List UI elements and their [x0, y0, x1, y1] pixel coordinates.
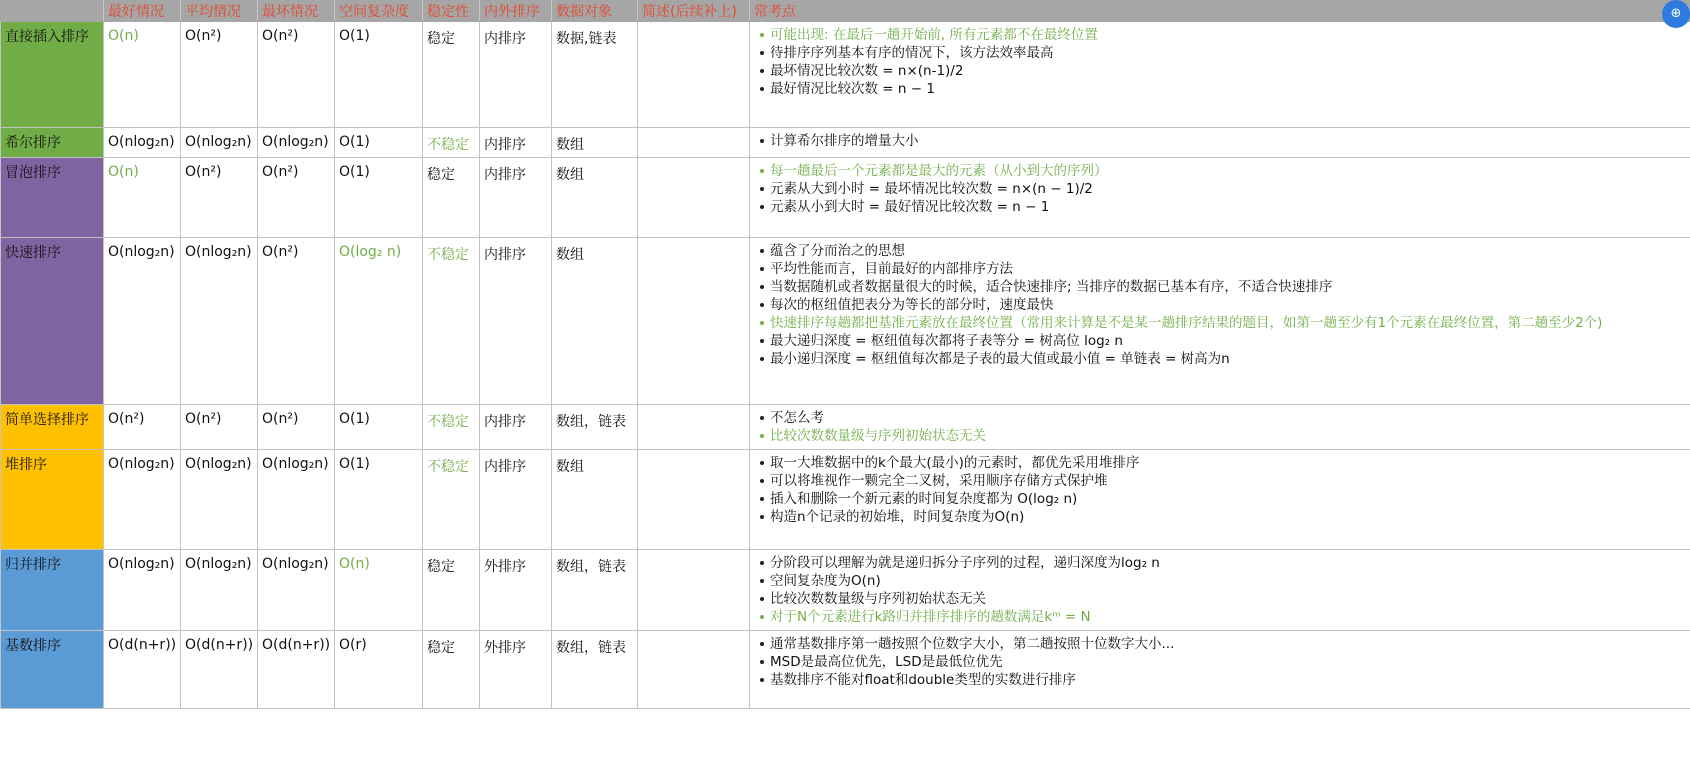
column-header[interactable]: 最坏情况	[258, 1, 335, 22]
description-cell[interactable]	[638, 450, 750, 550]
average-case-cell[interactable]: O(n²)	[181, 22, 258, 128]
internal-external-cell[interactable]: 内排序	[480, 158, 552, 238]
exam-points-cell[interactable]	[750, 450, 1690, 550]
exam-point-item: 比较次数数量级与序列初始状态无关	[758, 590, 1686, 608]
exam-point-item: 基数排序不能对float和double类型的实数进行排序	[758, 671, 1686, 689]
exam-point-item: 快速排序每趟都把基准元素放在最终位置（常用来计算是不是某一趟排序结果的题目，如第一趟至少有1个元素在最终位置，第二趟至少2个)	[758, 314, 1686, 332]
description-cell[interactable]	[638, 238, 750, 405]
exam-point-item: 蕴含了分而治之的思想	[758, 242, 1686, 260]
algorithm-name-cell[interactable]: 简单选择排序	[1, 405, 104, 450]
average-case-cell[interactable]: O(n²)	[181, 405, 258, 450]
stability-cell[interactable]: 不稳定	[423, 450, 480, 550]
column-header[interactable]: 数据对象	[552, 1, 638, 22]
description-cell[interactable]	[638, 405, 750, 450]
column-header[interactable]: 常考点	[750, 1, 1690, 22]
column-header[interactable]	[1, 1, 104, 22]
stability-cell[interactable]: 稳定	[423, 158, 480, 238]
header-row	[1, 1, 1690, 22]
column-header[interactable]: 最好情况	[104, 1, 181, 22]
column-header[interactable]: 稳定性	[423, 1, 480, 22]
best-case-cell[interactable]: O(nlog₂n)	[104, 550, 181, 631]
average-case-cell[interactable]: O(n²)	[181, 158, 258, 238]
table-row	[1, 128, 1690, 158]
exam-points-cell[interactable]	[750, 550, 1690, 631]
column-header[interactable]: 平均情况	[181, 1, 258, 22]
best-case-cell[interactable]: O(d(n+r))	[104, 631, 181, 709]
average-case-cell[interactable]: O(nlog₂n)	[181, 450, 258, 550]
data-object-cell[interactable]: 数组，链表	[552, 405, 638, 450]
internal-external-cell[interactable]: 内排序	[480, 128, 552, 158]
algorithm-name-cell[interactable]: 快速排序	[1, 238, 104, 405]
best-case-cell[interactable]: O(n)	[104, 158, 181, 238]
exam-point-item: 不怎么考	[758, 409, 1686, 427]
worst-case-cell[interactable]: O(n²)	[258, 158, 335, 238]
table-body	[1, 22, 1690, 709]
worst-case-cell[interactable]: O(n²)	[258, 405, 335, 450]
space-complexity-cell[interactable]: O(1)	[335, 450, 423, 550]
exam-points-list	[754, 26, 1686, 98]
worst-case-cell[interactable]: O(n²)	[258, 238, 335, 405]
exam-point-item: 计算希尔排序的增量大小	[758, 132, 1686, 150]
space-complexity-cell[interactable]: O(log₂ n)	[335, 238, 423, 405]
algorithm-name-cell[interactable]: 希尔排序	[1, 128, 104, 158]
internal-external-cell[interactable]: 内排序	[480, 450, 552, 550]
exam-point-item: 最好情况比较次数 = n − 1	[758, 80, 1686, 98]
best-case-cell[interactable]: O(nlog₂n)	[104, 450, 181, 550]
table-row	[1, 631, 1690, 709]
internal-external-cell[interactable]: 外排序	[480, 631, 552, 709]
exam-points-list	[754, 132, 1686, 150]
space-complexity-cell[interactable]: O(1)	[335, 22, 423, 128]
description-cell[interactable]	[638, 631, 750, 709]
exam-points-cell[interactable]	[750, 158, 1690, 238]
best-case-cell[interactable]: O(n)	[104, 22, 181, 128]
exam-point-item: 分阶段可以理解为就是递归拆分子序列的过程，递归深度为log₂ n	[758, 554, 1686, 572]
best-case-cell[interactable]: O(nlog₂n)	[104, 128, 181, 158]
data-object-cell[interactable]: 数组	[552, 158, 638, 238]
exam-point-item: 对于N个元素进行k路归并排序排序的趟数满足kᵐ = N	[758, 608, 1686, 626]
table-row	[1, 158, 1690, 238]
worst-case-cell[interactable]: O(nlog₂n)	[258, 550, 335, 631]
average-case-cell[interactable]: O(d(n+r))	[181, 631, 258, 709]
data-object-cell[interactable]: 数组	[552, 238, 638, 405]
algorithm-name-cell[interactable]: 直接插入排序	[1, 22, 104, 128]
exam-points-list	[754, 454, 1686, 526]
exam-point-item: 待排序序列基本有序的情况下，该方法效率最高	[758, 44, 1686, 62]
data-object-cell[interactable]: 数组，链表	[552, 631, 638, 709]
stability-cell[interactable]: 稳定	[423, 631, 480, 709]
space-complexity-cell[interactable]: O(1)	[335, 405, 423, 450]
internal-external-cell[interactable]: 内排序	[480, 405, 552, 450]
exam-point-item: 平均性能而言，目前最好的内部排序方法	[758, 260, 1686, 278]
worst-case-cell[interactable]: O(n²)	[258, 22, 335, 128]
exam-point-item: 可以将堆视作一颗完全二叉树，采用顺序存储方式保护堆	[758, 472, 1686, 490]
exam-point-item: MSD是最高位优先，LSD是最低位优先	[758, 653, 1686, 671]
best-case-cell[interactable]: O(nlog₂n)	[104, 238, 181, 405]
app-avatar-icon[interactable]: ⊕	[1662, 0, 1690, 28]
exam-point-item: 可能出现: 在最后一趟开始前, 所有元素都不在最终位置	[758, 26, 1686, 44]
data-object-cell[interactable]: 数组	[552, 128, 638, 158]
exam-points-list	[754, 554, 1686, 626]
column-header[interactable]: 简述(后续补上)	[638, 1, 750, 22]
exam-points-list	[754, 635, 1686, 689]
exam-point-item: 最坏情况比较次数 = n×(n-1)/2	[758, 62, 1686, 80]
data-object-cell[interactable]: 数组，链表	[552, 550, 638, 631]
worst-case-cell[interactable]: O(nlog₂n)	[258, 450, 335, 550]
internal-external-cell[interactable]: 内排序	[480, 238, 552, 405]
stability-cell[interactable]: 不稳定	[423, 405, 480, 450]
space-complexity-cell[interactable]: O(n)	[335, 550, 423, 631]
stability-cell[interactable]: 稳定	[423, 550, 480, 631]
average-case-cell[interactable]: O(nlog₂n)	[181, 238, 258, 405]
exam-point-item: 插入和删除一个新元素的时间复杂度都为 O(log₂ n)	[758, 490, 1686, 508]
worst-case-cell[interactable]: O(nlog₂n)	[258, 128, 335, 158]
exam-point-item: 构造n个记录的初始堆，时间复杂度为O(n)	[758, 508, 1686, 526]
space-complexity-cell[interactable]: O(r)	[335, 631, 423, 709]
worst-case-cell[interactable]: O(d(n+r))	[258, 631, 335, 709]
exam-point-item: 元素从小到大时 = 最好情况比较次数 = n − 1	[758, 198, 1686, 216]
algorithm-name-cell[interactable]: 归并排序	[1, 550, 104, 631]
internal-external-cell[interactable]: 外排序	[480, 550, 552, 631]
exam-points-list	[754, 409, 1686, 445]
exam-points-cell[interactable]	[750, 128, 1690, 158]
exam-point-item: 比较次数数量级与序列初始状态无关	[758, 427, 1686, 445]
stability-cell[interactable]: 不稳定	[423, 238, 480, 405]
space-complexity-cell[interactable]: O(1)	[335, 158, 423, 238]
exam-point-item: 通常基数排序第一趟按照个位数字大小，第二趟按照十位数字大小...	[758, 635, 1686, 653]
algorithm-name-cell[interactable]: 基数排序	[1, 631, 104, 709]
space-complexity-cell[interactable]: O(1)	[335, 128, 423, 158]
table-row	[1, 22, 1690, 128]
description-cell[interactable]	[638, 128, 750, 158]
internal-external-cell[interactable]: 内排序	[480, 22, 552, 128]
exam-point-item: 空间复杂度为O(n)	[758, 572, 1686, 590]
description-cell[interactable]	[638, 22, 750, 128]
table-row	[1, 550, 1690, 631]
exam-points-cell[interactable]	[750, 405, 1690, 450]
exam-points-cell[interactable]	[750, 238, 1690, 405]
exam-point-item: 每次的枢纽值把表分为等长的部分时，速度最快	[758, 296, 1686, 314]
algorithm-name-cell[interactable]: 冒泡排序	[1, 158, 104, 238]
table-row	[1, 405, 1690, 450]
stability-cell[interactable]: 稳定	[423, 22, 480, 128]
exam-point-item: 最小递归深度 = 枢纽值每次都是子表的最大值或最小值 = 单链表 = 树高为n	[758, 350, 1686, 368]
description-cell[interactable]	[638, 158, 750, 238]
stability-cell[interactable]: 不稳定	[423, 128, 480, 158]
algorithm-name-cell[interactable]: 堆排序	[1, 450, 104, 550]
data-object-cell[interactable]: 数据,链表	[552, 22, 638, 128]
average-case-cell[interactable]: O(nlog₂n)	[181, 128, 258, 158]
table-row	[1, 450, 1690, 550]
exam-point-item: 元素从大到小时 = 最坏情况比较次数 = n×(n − 1)/2	[758, 180, 1686, 198]
exam-points-list	[754, 162, 1686, 216]
exam-points-cell[interactable]	[750, 22, 1690, 128]
best-case-cell[interactable]: O(n²)	[104, 405, 181, 450]
exam-points-cell[interactable]	[750, 631, 1690, 709]
exam-point-item: 最大递归深度 = 枢纽值每次都将子表等分 = 树高位 log₂ n	[758, 332, 1686, 350]
data-object-cell[interactable]: 数组	[552, 450, 638, 550]
exam-points-list	[754, 242, 1686, 368]
column-header[interactable]: 空间复杂度	[335, 1, 423, 22]
exam-point-item: 每一趟最后一个元素都是最大的元素（从小到大的序列）	[758, 162, 1686, 180]
average-case-cell[interactable]: O(nlog₂n)	[181, 550, 258, 631]
column-header[interactable]: 内外排序	[480, 1, 552, 22]
exam-point-item: 当数据随机或者数据量很大的时候，适合快速排序; 当排序的数据已基本有序，不适合快速排序	[758, 278, 1686, 296]
table-row	[1, 238, 1690, 405]
exam-point-item: 取一大堆数据中的k个最大(最小)的元素时，都优先采用堆排序	[758, 454, 1686, 472]
description-cell[interactable]	[638, 550, 750, 631]
